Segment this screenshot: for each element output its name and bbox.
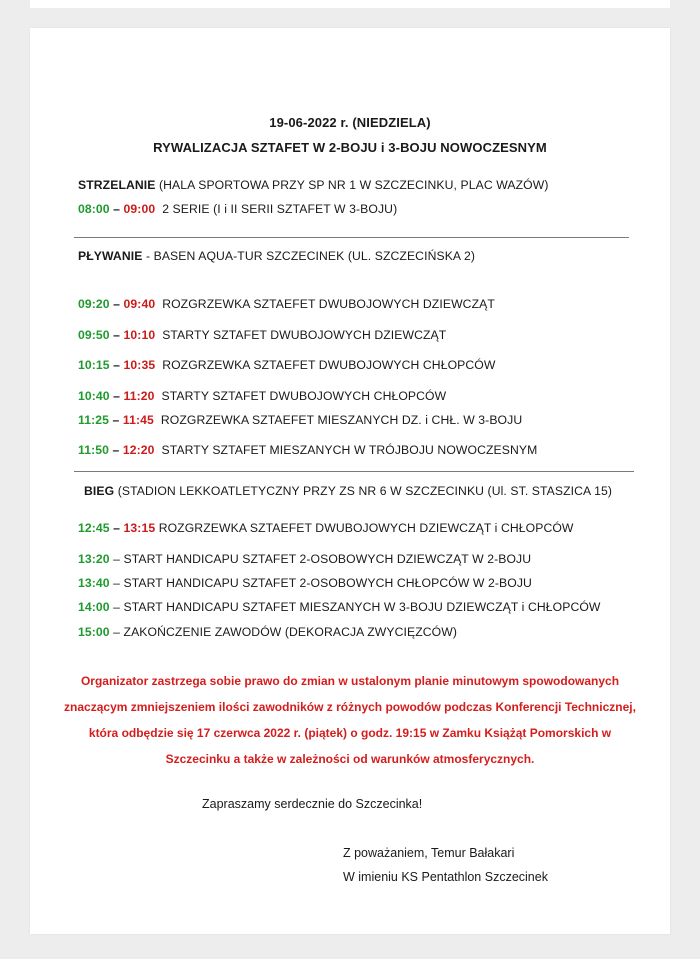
- notice-line: Organizator zastrzega sobie prawo do zmian w ustalonym planie minutowym spowodowanych: [80, 674, 620, 688]
- section-name: BIEG: [84, 484, 115, 498]
- end-time: 09:40: [123, 297, 156, 311]
- row-description: STARTY SZTAFET MIESZANYCH W TRÓJBOJU NOWOCZESNYM: [161, 443, 538, 457]
- section-swimming-heading: [78, 249, 475, 263]
- start-time: 12:45: [78, 521, 110, 535]
- start-time: 11:50: [78, 443, 109, 457]
- row-description: ROZGRZEWKA SZTAEFET MIESZANYCH DZ. i CHŁ. W 3-BOJU: [160, 413, 523, 427]
- schedule-row: [78, 202, 397, 216]
- time-separator: –: [109, 413, 123, 427]
- row-description: 2 SERIE (I i II SERII SZTAFET W 3-BOJU): [162, 202, 398, 216]
- section-location: (STADION LEKKOATLETYCZNY PRZY ZS NR 6 W SZCZECINKU (Ul. ST. STASZICA 15): [114, 484, 613, 498]
- section-location: (HALA SPORTOWA PRZY SP NR 1 W SZCZECINKU, PLAC WAZÓW): [155, 178, 549, 192]
- row-description: – START HANDICAPU SZTAFET 2-OSOBOWYCH DZIEWCZĄT W 2-BOJU: [109, 552, 532, 566]
- schedule-row: [78, 600, 601, 614]
- row-description: ROZGRZEWKA SZTAEFET DWUBOJOWYCH CHŁOPCÓW: [162, 358, 496, 372]
- event-date: 19-06-2022 r. (NIEDZIELA): [269, 115, 431, 130]
- schedule-row: [78, 552, 531, 566]
- start-time: 10:40: [78, 389, 110, 403]
- organizer-notice: [30, 668, 670, 772]
- invitation-text: Zapraszamy serdecznie do Szczecinka!: [202, 797, 423, 811]
- row-description: ROZGRZEWKA SZTAEFET DWUBOJOWYCH DZIEWCZĄT: [162, 297, 495, 311]
- row-description: STARTY SZTAFET DWUBOJOWYCH DZIEWCZĄT: [162, 328, 447, 342]
- end-time: 11:45: [122, 413, 154, 427]
- section-divider: [74, 471, 634, 472]
- time-separator: –: [109, 297, 124, 311]
- start-time: 08:00: [78, 202, 110, 216]
- end-time: 10:10: [123, 328, 156, 342]
- schedule-row: [78, 625, 457, 639]
- end-time: 11:20: [123, 389, 155, 403]
- row-description: STARTY SZTAFET DWUBOJOWYCH CHŁOPCÓW: [161, 389, 447, 403]
- time-separator: –: [109, 358, 124, 372]
- start-time: 15:00: [78, 625, 110, 639]
- row-description: – ZAKOŃCZENIE ZAWODÓW (DEKORACJA ZWYCIĘZCÓW): [109, 625, 458, 639]
- time-separator: –: [109, 202, 124, 216]
- document-page: [30, 28, 670, 934]
- schedule-row: [78, 576, 532, 590]
- row-description: – START HANDICAPU SZTAFET MIESZANYCH W 3-BOJU DZIEWCZĄT i CHŁOPCÓW: [109, 600, 601, 614]
- time-separator: –: [109, 389, 124, 403]
- row-description: – START HANDICAPU SZTAFET 2-OSOBOWYCH CHŁOPCÓW W 2-BOJU: [109, 576, 532, 590]
- notice-line: Szczecinku a także w zależności od warunków atmosferycznych.: [165, 752, 535, 766]
- end-time: 12:20: [122, 443, 155, 457]
- start-time: 10:15: [78, 358, 110, 372]
- section-name: PŁYWANIE: [78, 249, 143, 263]
- section-shooting-heading: [78, 178, 549, 192]
- previous-page-edge: [30, 0, 670, 8]
- signature-line: W imieniu KS Pentathlon Szczecinek: [343, 870, 548, 884]
- end-time: 09:00: [123, 202, 156, 216]
- start-time: 09:50: [78, 328, 110, 342]
- schedule-row: [78, 413, 522, 427]
- schedule-row: [78, 443, 537, 457]
- row-description: ROZGRZEWKA SZTAEFET DWUBOJOWYCH DZIEWCZĄT i CHŁOPCÓW: [158, 521, 574, 535]
- start-time: 11:25: [78, 413, 109, 427]
- start-time: 09:20: [78, 297, 110, 311]
- section-name: STRZELANIE: [78, 178, 156, 192]
- section-divider: [74, 237, 629, 238]
- schedule-row: [78, 521, 574, 535]
- start-time: 13:20: [78, 552, 110, 566]
- time-separator: –: [109, 443, 123, 457]
- start-time: 13:40: [78, 576, 110, 590]
- schedule-row: [78, 389, 446, 403]
- event-title: RYWALIZACJA SZTAFET W 2-BOJU i 3-BOJU NOWOCZESNYM: [153, 140, 547, 155]
- section-running-heading: [84, 484, 612, 498]
- section-location: - BASEN AQUA-TUR SZCZECINEK (UL. SZCZECIŃSKA 2): [142, 249, 476, 263]
- schedule-row: [78, 358, 495, 372]
- start-time: 14:00: [78, 600, 110, 614]
- regards-line: Z poważaniem, Temur Bałakari: [343, 846, 515, 860]
- notice-line: znaczącym zmniejszeniem ilości zawodników z różnych powodów podczas Konferencji Technicznej,: [64, 700, 636, 714]
- schedule-row: [78, 297, 495, 311]
- time-separator: –: [109, 521, 124, 535]
- notice-line: która odbędzie się 17 czerwca 2022 r. (piątek) o godz. 19:15 w Zamku Książąt Pomorskich w: [88, 726, 612, 740]
- time-separator: –: [109, 328, 124, 342]
- end-time: 10:35: [123, 358, 156, 372]
- end-time: 13:15: [123, 521, 156, 535]
- schedule-row: [78, 328, 446, 342]
